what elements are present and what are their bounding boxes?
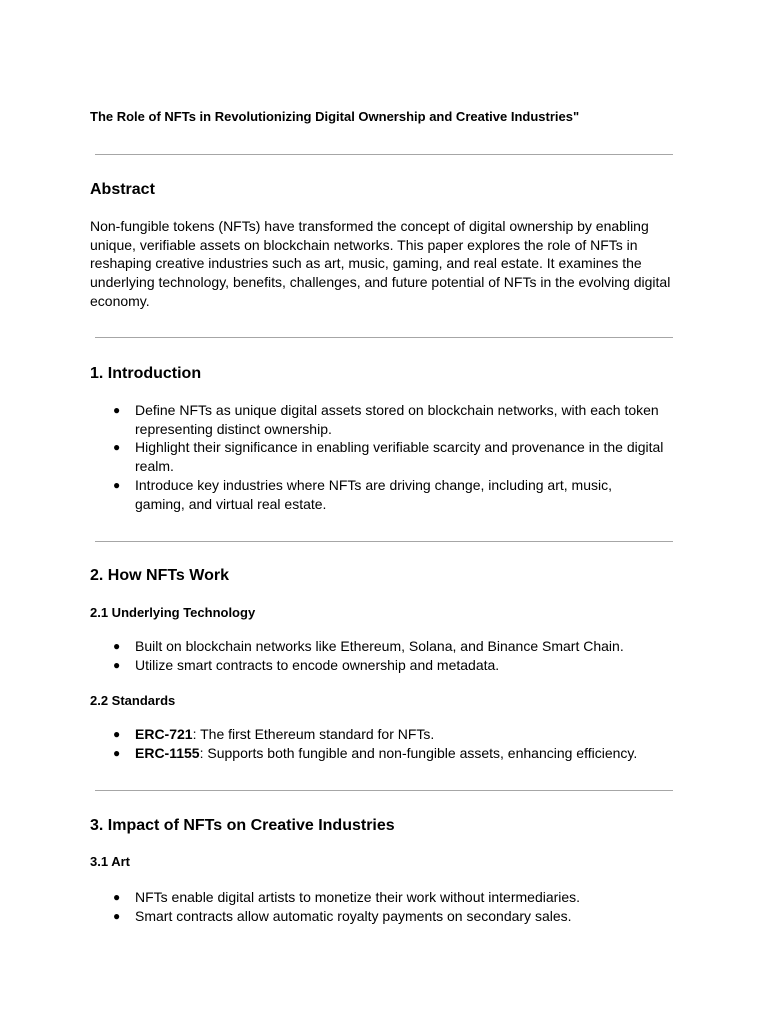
- how-nfts-work-heading: 2. How NFTs Work: [90, 567, 229, 584]
- introduction-list: [0, 401, 768, 513]
- bullet-icon: ●: [113, 908, 121, 923]
- introduction-heading: 1. Introduction: [90, 365, 202, 382]
- list-item: [0, 401, 665, 438]
- standards-heading: 2.2 Standards: [90, 693, 176, 708]
- list-item: [0, 476, 665, 513]
- list-item: [0, 637, 665, 656]
- section-divider: [95, 790, 673, 791]
- bullet-icon: ●: [113, 477, 121, 492]
- abstract-text: Non-fungible tokens (NFTs) have transformed the concept of digital ownership by enabling unique, verifiable assets on blockchain networks. This paper explores the role of NFTs in reshaping creative industries such as art, music, gaming, and real estate. It examines the underlying technology, benefits, challenges, and future potential of NFTs in the evolving digital economy.: [90, 218, 671, 309]
- list-item-text: Smart contracts allow automatic royalty payments on secondary sales.: [135, 907, 572, 924]
- art-heading: 3.1 Art: [90, 854, 130, 869]
- bullet-icon: ●: [113, 403, 121, 417]
- list-item-text: Built on blockchain networks like Ethereum, Solana, and Binance Smart Chain.: [135, 638, 624, 654]
- standard-description: : The first Ethereum standard for NFTs.: [192, 726, 435, 742]
- bullet-icon: ●: [113, 440, 121, 455]
- section-divider: [95, 154, 673, 155]
- standard-term: ERC-721: [135, 726, 193, 742]
- list-item-text: Highlight their significance in enabling verifiable scarcity and provenance in the digital realm.: [135, 439, 664, 475]
- underlying-technology-heading: 2.1 Underlying Technology: [90, 605, 256, 620]
- list-item-text: Introduce key industries where NFTs are driving change, including art, music, gaming, and virtual real estate.: [135, 476, 612, 512]
- bullet-icon: ●: [113, 727, 121, 741]
- bullet-icon: ●: [113, 657, 121, 672]
- bullet-icon: ●: [113, 639, 121, 653]
- list-item-text: Utilize smart contracts to encode ownership and metadata.: [135, 656, 500, 673]
- list-item: [0, 888, 665, 907]
- standards-list: [0, 725, 768, 762]
- section-divider: [95, 337, 673, 338]
- list-item: [0, 725, 665, 744]
- standard-term: ERC-1155: [135, 744, 200, 761]
- list-item-text: NFTs enable digital artists to monetize their work without intermediaries.: [135, 889, 581, 905]
- list-item: [0, 907, 665, 926]
- section-divider: [95, 541, 673, 542]
- document-title: The Role of NFTs in Revolutionizing Digital Ownership and Creative Industries": [90, 109, 580, 124]
- art-list: [0, 888, 768, 925]
- standard-description: : Supports both fungible and non-fungible assets, enhancing efficiency.: [199, 744, 638, 761]
- list-item: [0, 438, 665, 475]
- list-item-text: Define NFTs as unique digital assets stored on blockchain networks, with each token representing distinct ownership.: [135, 402, 659, 437]
- bullet-icon: ●: [113, 890, 121, 904]
- list-item: [0, 744, 665, 763]
- list-item: [0, 656, 665, 675]
- impact-heading: 3. Impact of NFTs on Creative Industries: [90, 817, 395, 834]
- abstract-heading: Abstract: [90, 181, 155, 198]
- underlying-technology-list: [0, 637, 768, 674]
- bullet-icon: ●: [113, 745, 121, 760]
